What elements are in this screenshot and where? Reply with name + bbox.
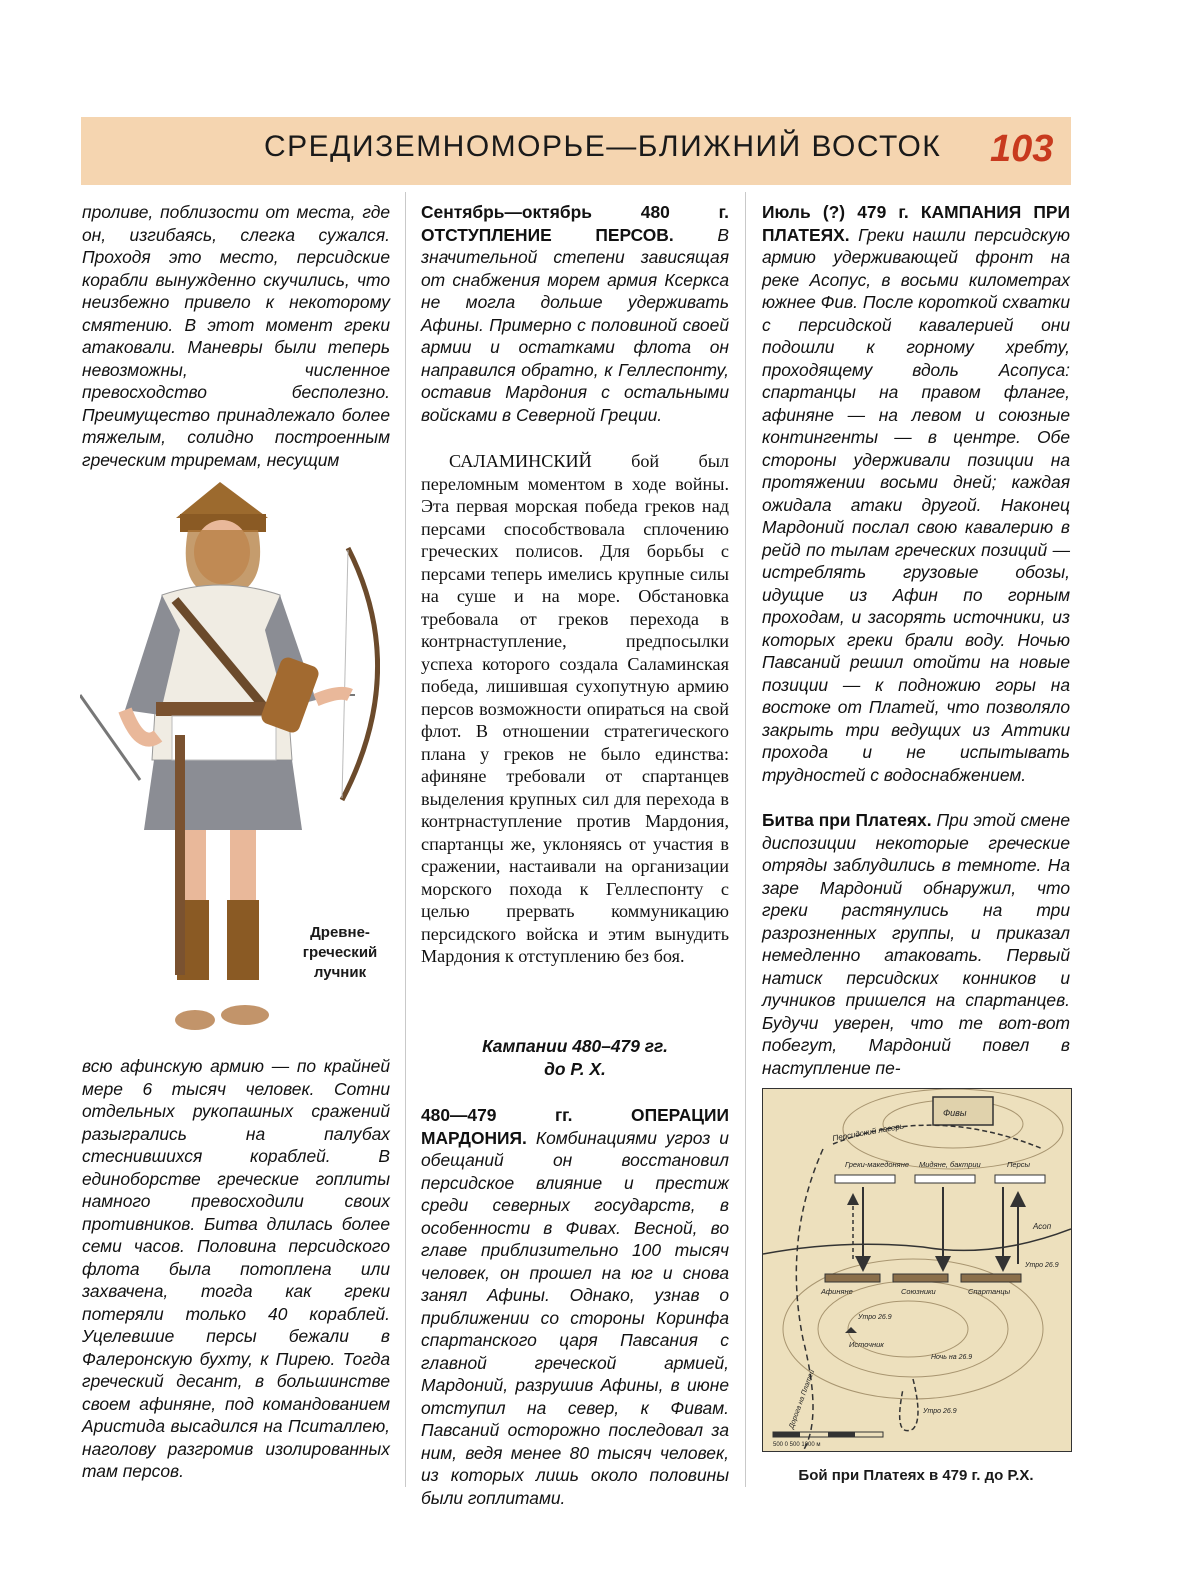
col2-section1: [421, 201, 729, 426]
col1-top-text: проливе, поблизости от места, где он, изгибаясь, слегка сужался. Проходя это место, персидские корабли вынужденно скучились, что неизбежно привело к некоторому смятению. В этот момент греки атаковали. Маневры были теперь невозможны, численное превосходство бесполезно. Преимущество принадлежало более тяжелым, солидно построенным греческим триремам, несущим: [82, 202, 390, 470]
col3-section1: [762, 201, 1070, 786]
col2-section2: [421, 1104, 729, 1509]
col3-section2-heading: Битва при Платеях.: [762, 810, 932, 830]
map-label-athenians: Афиняне: [821, 1287, 853, 1296]
col1-bottom-text: всю афинскую армию — по крайней мере 6 тысяч человек. Сотни отдельных рукопашных сражений разыгрались на палубах стеснившихся кораблей. В единоборстве греческие гоплиты намного превосходили своих противников. Битва длилась более семи часов. Половина персидского флота была потоплена или захвачена, тогда как греки потеряли только 40 кораблей. Уцелевшие персы бежали в Фалеронскую бухту, к Пирею. Тогда греческий десант, в большинстве своем афиняне, под командованием Аристида высадился на Пситаллею, наголову разгромив изолированных там персов.: [82, 1056, 390, 1481]
map-label-morning-3: Утро 26.9: [923, 1408, 957, 1415]
col2-section2-body: Комбинациями угроз и обещаний он восстановил персидское влияние и престиж среди северных государств, в особенности в Фивах. Весной, во главе приблизительно 100 тысяч человек, он прошел на юг и снова занял Афины. Однако, узнав о приближении со стороны Коринфа спартанского царя Павсания с главной греческой армией, Мардоний, разрушив Афины, в июне отступил на север, к Фивам. Павсаний осторожно последовал за ним, ведя менее 80 тысяч человек, из которых лишь около половины были гоплитами.: [421, 1127, 729, 1508]
archer-caption: Древне- греческий лучник: [302, 924, 378, 981]
map-label-morning-1: Утро 26.9: [1025, 1262, 1059, 1269]
col2-section1-heading: Сентябрь—октябрь 480 г. ОТСТУПЛЕНИЕ ПЕРСОВ.: [421, 202, 729, 245]
map-label-persian-camp: Персидский лагерь: [831, 1121, 905, 1143]
col2-salamis-text: САЛАМИНСКИЙ бой был переломным моментом в ходе войны. Эта первая морская победа греков над персами способствовала сплочению греческих полисов. Для борьбы с персами теперь имелись крупные силы на суше и на море. Обстановка требовала от греков перехода в контрнаступление, предпосылки успеха которого создала Саламинская победа, лишившая сухопутную армию персов возможности опираться на свой флот. В отношении стратегического плана у греков не было единства: афиняне требовали от спартанцев выделения крупных сил для перехода в контрнаступление против Мардония, спартанцы же, уклоняясь от участия в сражении, настаивали на организации морского похода к Геллеспонту с целью прервать коммуникацию персидского войска и этим вынудить Мардония к отступлению без боя.: [421, 451, 729, 966]
col2-section1-body: В значительной степени зависящая от снабжения морем армия Ксеркса не могла дольше удерживать Афины. Примерно с половиной своей армии и остатками флота он направился обратно, к Геллеспонту, оставив Мардония с остальными войсками в Северной Греции.: [421, 224, 729, 425]
map-label-morning-2: Утро 26.9: [858, 1314, 892, 1321]
col2-section2-heading: 480—479 гг. ОПЕРАЦИИ МАРДОНИЯ.: [421, 1105, 729, 1148]
map-label-spartans: Спартанцы: [968, 1287, 1011, 1296]
column-divider-1: [405, 192, 406, 1487]
map-scale-label: 500 0 500 1000 м: [773, 1442, 821, 1448]
col2-subheading: Кампании 480–479 гг. до Р. Х.: [482, 1036, 668, 1079]
column-divider-2: [745, 192, 746, 1487]
page-number: 103: [990, 128, 1054, 170]
map-label-asopus: Асоп: [1033, 1222, 1052, 1231]
map-label-spring: Источник: [849, 1340, 884, 1349]
col3-section1-body: Греки нашли персидскую армию удерживающей фронт на реке Асопус, в восьми километрах южнее Фив. После короткой схватки с персидской кавалерией они подошли к горному хребту, проходящему вдоль Асопуса: спартанцы на правом фланге, афиняне — на левом и союзные контингенты — в центре. Обе стороны удерживали позиции на протяжении восьми дней; каждая ожидала атаки другой. Наконец Мардоний послал свою кавалерию в рейд по тылам греческих позиций — истреблять грузовые обозы, идущие из Афин по горным проходам, и засорять источники, из которых греки брали воду. Ночью Павсаний решил отойти на новые позиции — к подножию горы на востоке от Платей, что позволяло закрыть три ведущих из Аттики прохода и не испытывать трудностей с водоснабжением.: [762, 224, 1070, 785]
map-label-persians: Персы: [1007, 1160, 1031, 1169]
col3-section2-body: При этой смене диспозиции некоторые греческие отряды заблудились в темноте. На заре Мардоний обнаружил, что греки растянулись на три разрозненных группы, и приказал немедленно атаковать. Первый натиск персидских конников и лучников пришелся на спартанцев. Будучи уверен, что те вот-вот побегут, Мардоний повел в наступление пе-: [762, 810, 1070, 1078]
page-header-title: СРЕДИЗЕМНОМОРЬЕ—БЛИЖНИЙ ВОСТОК: [264, 130, 942, 163]
map-label-thebes: Фивы: [943, 1108, 967, 1118]
map-label-allies: Союзники: [901, 1287, 936, 1296]
map-label-greeks-macedonians: Греки-македоняне: [845, 1160, 909, 1169]
col3-section2: [762, 809, 1070, 1079]
map-label-road: Дорога на Платеи: [788, 1368, 817, 1430]
map-caption: Бой при Платеях в 479 г. до Р.Х.: [798, 1467, 1034, 1484]
map-label-medes-bactrians: Мидяне, бактрии: [919, 1160, 981, 1169]
col3-section1-heading: Июль (?) 479 г. КАМПАНИЯ ПРИ ПЛАТЕЯХ.: [762, 202, 1070, 245]
plataea-battle-map: [762, 1088, 1072, 1452]
map-label-night: Ночь на 26.9: [931, 1354, 973, 1361]
